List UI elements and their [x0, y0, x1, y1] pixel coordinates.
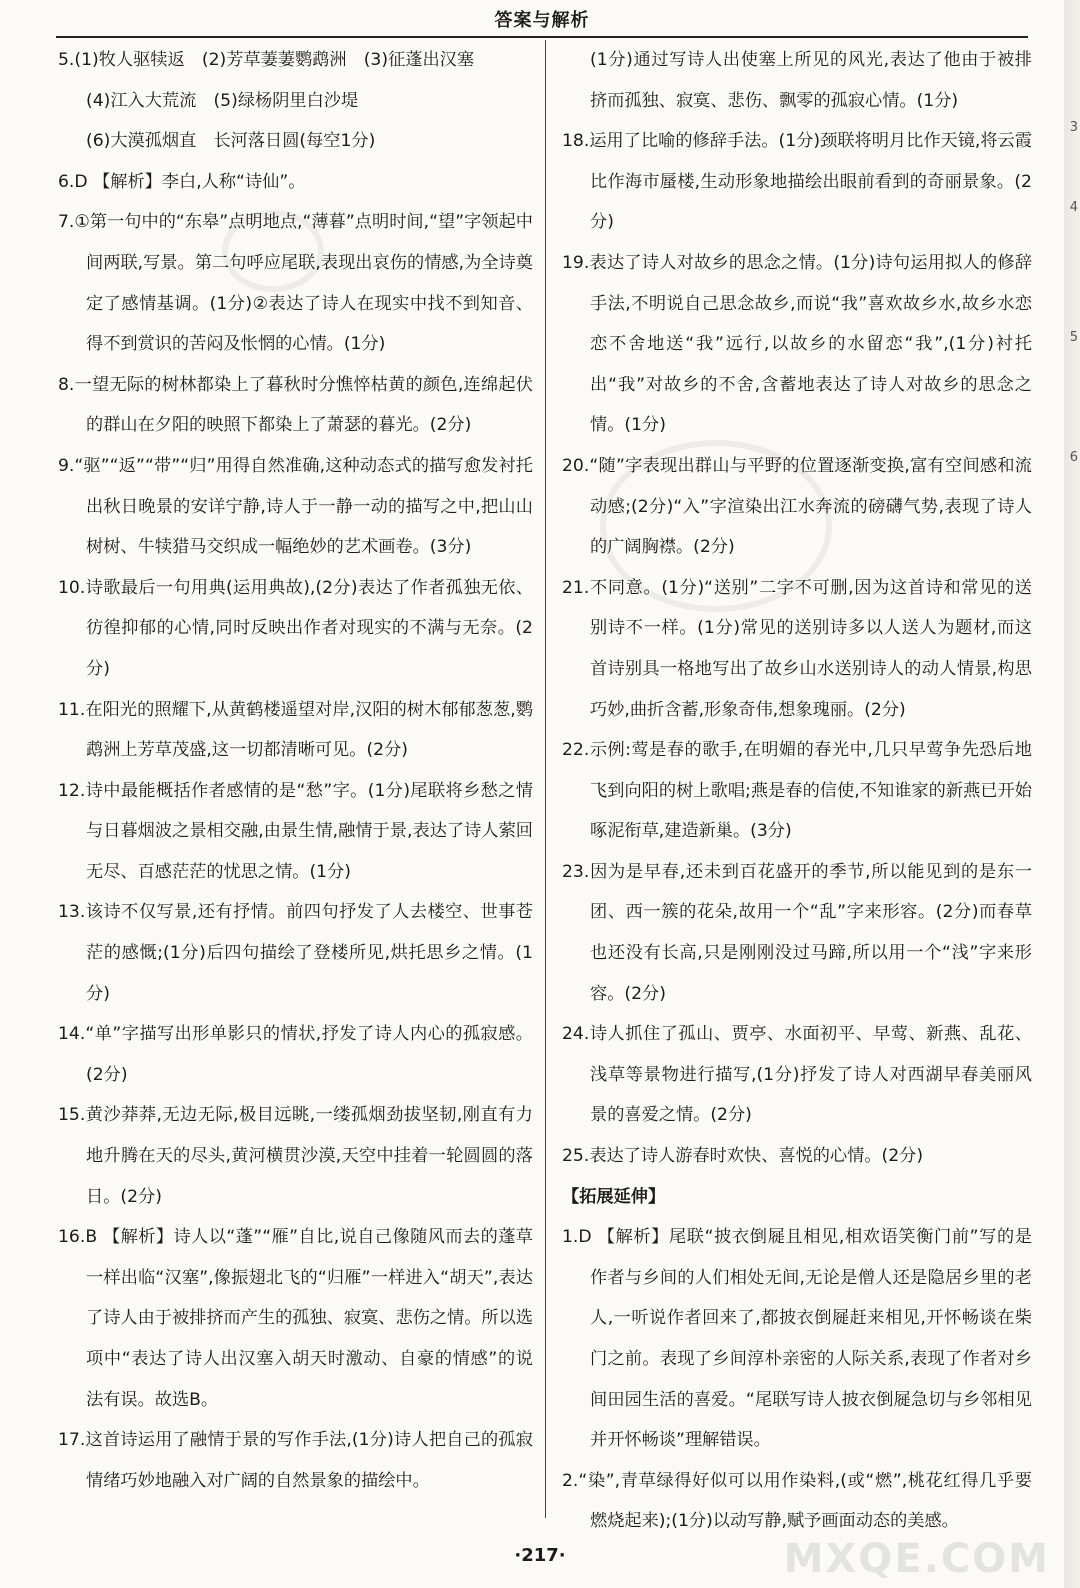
answer-item: 1.D 【解析】尾联“披衣倒屣且相见,相欢语笑衡门前”写的是作者与乡间的人们相处无间,无论是僧人还是隐居乡里的老人,一听说作者回来了,都披衣倒屣赶来相见,开怀畅谈在柴门之前。表现了乡间淳朴亲密的人际关系,表现了作者对乡间田园生活的喜爱。“尾联写诗人披衣倒屣急切与乡邻相见并开怀畅谈”理解错误。	[562, 1227, 1032, 1451]
answer-item: 25.表达了诗人游春时欢快、喜悦的心情。(2分)	[562, 1146, 924, 1167]
answer-item: (4)江入大荒流 (5)绿杨阴里白沙堤	[86, 90, 359, 111]
answer-item: 2.“染”,青草绿得好似可以用作染料,(或“燃”,桃花红得几乎要燃烧起来);(1分)以动写静,赋予画面动态的美感。	[562, 1470, 1032, 1532]
answer-item: 22.示例:莺是春的歌手,在明媚的春光中,几只早莺争先恐后地飞到向阳的树上歌唱;燕是春的信使,不知谁家的新燕已开始啄泥衔草,建造新巢。(3分)	[562, 740, 1032, 842]
answer-item: (6)大漠孤烟直 长河落日圆(每空1分)	[86, 131, 376, 152]
answer-item: 14.“单”字描写出形单影只的情状,抒发了诗人内心的孤寂感。(2分)	[58, 1024, 533, 1085]
page-number: ·217·	[514, 1545, 566, 1566]
right-column	[562, 40, 1032, 1532]
answer-item: 7.①第一句中的“东皋”点明地点,“薄暮”点明时间,“望”字领起中间两联,写景。第二句呼应尾联,表现出哀伤的情感,为全诗奠定了感情基调。(1分)②表达了诗人在现实中找不到知音、得不到赏识的苦闷及怅惘的心情。(1分)	[58, 212, 533, 355]
answer-item: 15.黄沙莽莽,无边无际,极目远眺,一缕孤烟劲拔坚韧,刚直有力地升腾在天的尽头,黄河横贯沙漠,天空中挂着一轮圆圆的落日。(2分)	[58, 1105, 533, 1207]
answer-item: 5.(1)牧人驱犊返 (2)芳草萋萋鹦鹉洲 (3)征蓬出汉塞	[58, 50, 475, 70]
answer-item: 8.一望无际的树林都染上了暮秋时分憔悴枯黄的颜色,连绵起伏的群山在夕阳的映照下都染上了萧瑟的暮光。(2分)	[58, 374, 533, 436]
answer-item: 17.这首诗运用了融情于景的写作手法,(1分)诗人把自己的孤寂情绪巧妙地融入对广阔的自然景象的描绘中。	[58, 1430, 533, 1491]
answer-item: 24.诗人抓住了孤山、贾亭、水面初平、早莺、新燕、乱花、浅草等景物进行描写,(1分)抒发了诗人对西湖早春美丽风景的喜爱之情。(2分)	[562, 1024, 1032, 1126]
section-heading: 【拓展延伸】	[562, 1186, 666, 1207]
answer-item: 21.不同意。(1分)“送别”二字不可删,因为这首诗和常见的送别诗不一样。(1分)常见的送别诗多以人送人为题材,而这首诗别具一格地写出了故乡山水送别诗人的动人情景,构思巧妙,曲折含蓄,形象奇伟,想象瑰丽。(2分)	[562, 577, 1032, 720]
answer-item: (1分)通过写诗人出使塞上所见的风光,表达了他由于被排挤而孤独、寂寞、悲伤、飘零的孤寂心情。(1分)	[590, 50, 1032, 111]
answer-item: 19.表达了诗人对故乡的思念之情。(1分)诗句运用拟人的修辞手法,不明说自己思念故乡,而说“我”喜欢故乡水,故乡水恋恋不舍地送“我”远行,以故乡的水留恋“我”,(1分)衬托出“我”对故乡的不舍,含蓄地表达了诗人对故乡的思念之情。(1分)	[562, 252, 1032, 436]
answer-item: 9.“驱”“返”“带”“归”用得自然准确,这种动态式的描写愈发衬托出秋日晚景的安详宁静,诗人于一静一动的描写之中,把山山树树、牛犊猎马交织成一幅绝妙的艺术画卷。(3分)	[58, 455, 533, 558]
header-title: 答案与解析	[494, 10, 590, 31]
answer-item: 10.诗歌最后一句用典(运用典故),(2分)表达了作者孤独无依、彷徨抑郁的心情,同时反映出作者对现实的不满与无奈。(2分)	[58, 577, 533, 679]
answer-item: 13.该诗不仅写景,还有抒情。前四句抒发了人去楼空、世事苍茫的感慨;(1分)后四句描绘了登楼所见,烘托思乡之情。(1分)	[58, 902, 533, 1004]
answer-item: 12.诗中最能概括作者感情的是“愁”字。(1分)尾联将乡愁之情与日暮烟波之景相交融,由景生情,融情于景,表达了诗人萦回无尽、百感茫茫的忧思之情。(1分)	[58, 780, 533, 882]
answer-item: 20.“随”字表现出群山与平野的位置逐渐变换,富有空间感和流动感;(2分)“入”字渲染出江水奔流的磅礴气势,表现了诗人的广阔胸襟。(2分)	[562, 455, 1032, 558]
column-divider	[545, 40, 546, 1518]
answer-item: 11.在阳光的照耀下,从黄鹤楼遥望对岸,汉阳的树木郁郁葱葱,鹦鹉洲上芳草茂盛,这一切都清晰可见。(2分)	[58, 699, 533, 761]
left-column	[58, 40, 533, 1526]
site-watermark: MXQE.COM	[783, 1536, 1050, 1582]
answer-item: 6.D 【解析】李白,人称“诗仙”。	[58, 171, 306, 192]
answer-item: 16.B 【解析】诗人以“蓬”“雁”自比,说自己像随风而去的蓬草一样出临“汉塞”,像振翅北飞的“归雁”一样进入“胡天”,表达了诗人由于被排挤而产生的孤独、寂寞、悲伤之情。所以选项中“表达了诗人出汉塞入胡天时激动、自豪的情感”的说法有误。故选B。	[58, 1227, 533, 1410]
next-page-edge: 3 4 5 6	[1064, 0, 1080, 1588]
answer-item: 18.运用了比喻的修辞手法。(1分)颈联将明月比作天镜,将云霞比作海市蜃楼,生动形象地描绘出眼前看到的奇丽景象。(2分)	[562, 131, 1032, 233]
answer-item: 23.因为是早春,还未到百花盛开的季节,所以能见到的是东一团、西一簇的花朵,故用一个“乱”字来形容。(2分)而春草也还没有长高,只是刚刚没过马蹄,所以用一个“浅”字来形容。(2分)	[562, 861, 1032, 1004]
page-header	[56, 0, 1028, 38]
